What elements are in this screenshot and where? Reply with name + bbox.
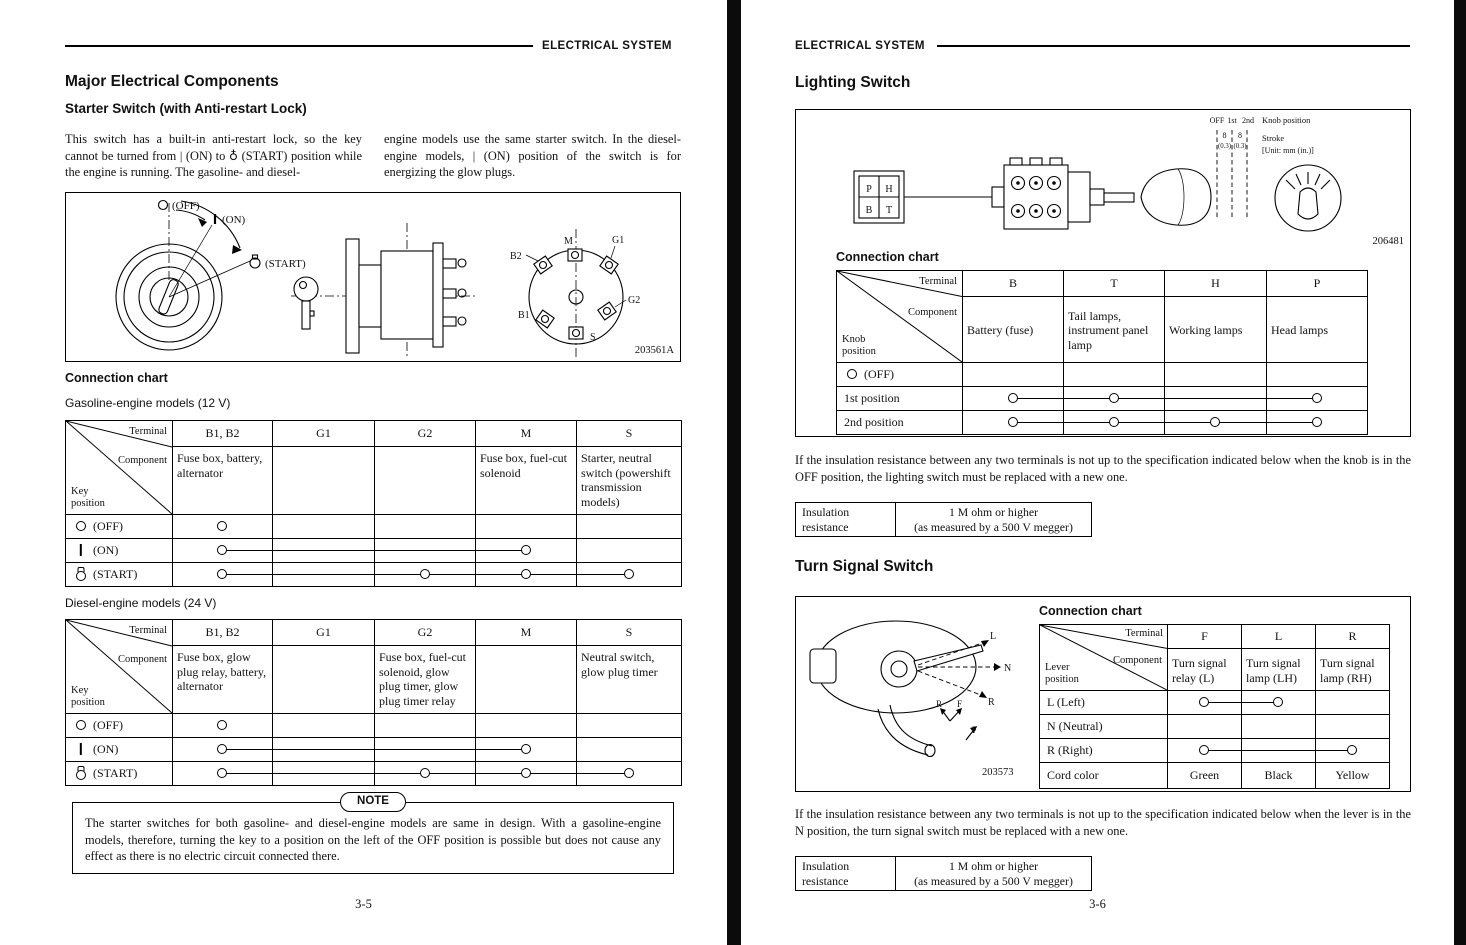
terminal-header: R — [1316, 625, 1390, 649]
insulation-value-line1: 1 M ohm or higher — [948, 859, 1039, 873]
connection-cell — [273, 738, 375, 762]
key-on-icon — [73, 742, 88, 755]
diagonal-header-cell — [837, 271, 963, 363]
connection-cell — [476, 563, 577, 587]
connection-cell — [375, 738, 476, 762]
connection-cell — [375, 762, 476, 786]
key-position-label: (OFF) — [93, 519, 124, 533]
page-number-right: 3-6 — [1089, 897, 1106, 911]
body-text — [65, 131, 681, 181]
connection-cell — [1168, 739, 1242, 763]
lever-label-n: N — [1004, 663, 1012, 674]
body-column-1: This switch has a built-in anti-restart lock, so the key cannot be turned from | (ON) to ♁ (START) position while the engine is running. The gasoline- and diesel- — [65, 132, 362, 179]
insulation-value — [896, 503, 1092, 537]
diag-label-terminal: Terminal — [1125, 628, 1163, 639]
lever-label-r: R — [988, 697, 995, 708]
component-cell: Fuse box, fuel-cut solenoid, glow plug timer, glow plug timer relay — [375, 646, 476, 714]
terminal-label-b1: B1 — [518, 310, 530, 321]
terminal-header: G2 — [375, 421, 476, 447]
insulation-value-line1: 1 M ohm or higher — [948, 505, 1039, 519]
connection-cell — [375, 539, 476, 563]
page-number-left: 3-5 — [355, 897, 372, 911]
cord-color-value: Yellow — [1316, 763, 1390, 789]
connection-chart-heading: Connection chart — [65, 371, 168, 385]
component-cell — [273, 646, 375, 714]
connection-cell — [1316, 691, 1390, 715]
diagonal-header-cell — [66, 421, 173, 515]
figure-label-on: (ON) — [222, 214, 246, 226]
dim-03-a: (0.3) — [1217, 143, 1232, 150]
connection-cell — [1168, 691, 1242, 715]
figure-number: 203561A — [634, 345, 674, 356]
connection-cell — [577, 762, 682, 786]
component-cell: Turn signal relay (L) — [1168, 649, 1242, 691]
connection-cell — [1316, 715, 1390, 739]
component-cell: Head lamps — [1267, 297, 1368, 363]
connection-cell — [173, 539, 273, 563]
diag-label-component: Component — [118, 654, 167, 665]
terminal-header: S — [577, 620, 682, 646]
connection-cell — [577, 563, 682, 587]
insulation-label: Insulation resistance — [796, 503, 896, 537]
plug-label-h: H — [885, 184, 893, 195]
key-position-label: (ON) — [93, 742, 119, 756]
lighting-connection-table — [836, 270, 1368, 435]
key-position-label: (START) — [93, 567, 138, 581]
connection-cell — [476, 515, 577, 539]
connection-cell — [173, 738, 273, 762]
header-rule-left — [65, 45, 533, 47]
figure-number: 206481 — [1372, 236, 1404, 247]
turn-signal-insulation-table — [795, 856, 1092, 891]
lever-position-label: N (Neutral) — [1047, 719, 1103, 733]
component-cell: Fuse box, glow plug relay, battery, alternator — [173, 646, 273, 714]
diag-label-terminal: Terminal — [129, 625, 167, 636]
figure-number: 203573 — [982, 767, 1014, 778]
connection-cell — [173, 714, 273, 738]
connection-cell — [375, 515, 476, 539]
insulation-value-line2: (as measured by a 500 V megger) — [914, 873, 1073, 888]
key-position-label: (START) — [93, 766, 138, 780]
figure-label-start: (START) — [265, 258, 306, 270]
connection-cell — [375, 714, 476, 738]
connection-cell — [1064, 387, 1165, 411]
connection-cell — [273, 539, 375, 563]
figure-label-off: (OFF) — [172, 200, 200, 212]
arrow-label-r: R — [936, 699, 943, 709]
header-rule-right — [937, 45, 1410, 47]
connection-cell — [173, 515, 273, 539]
connection-chart-heading: Connection chart — [836, 250, 939, 264]
lever-label-l: L — [990, 631, 997, 642]
terminal-header: M — [476, 421, 577, 447]
component-cell: Neutral switch, glow plug timer — [577, 646, 682, 714]
component-cell: Working lamps — [1165, 297, 1267, 363]
right-edge-bar — [1454, 0, 1466, 945]
connection-cell — [476, 714, 577, 738]
terminal-header: B1, B2 — [173, 421, 273, 447]
key-off-icon — [73, 718, 88, 731]
knob-position-label: 2nd position — [844, 415, 904, 429]
diag-label-position: Knob position — [842, 333, 876, 357]
cord-color-value: Green — [1168, 763, 1242, 789]
component-cell: Battery (fuse) — [963, 297, 1064, 363]
dim-03-b: (0.3) — [1233, 143, 1247, 150]
diag-label-position: Key position — [71, 485, 105, 509]
terminal-header: T — [1064, 271, 1165, 297]
diag-label-component: Component — [908, 307, 957, 318]
stroke-label-2nd: 2nd — [1242, 116, 1254, 125]
plug-label-t: T — [885, 205, 893, 216]
section-title: Starter Switch (with Anti-restart Lock) — [65, 101, 307, 116]
terminal-header: F — [1168, 625, 1242, 649]
connection-cell — [476, 738, 577, 762]
diagonal-header-cell — [1040, 625, 1168, 691]
key-on-icon — [73, 543, 88, 556]
note-text: The starter switches for both gasoline- and diesel-engine models are same in design. With a gasoline-engine models, therefore, turning the key to a position on the left of the OFF position is possible but does not cause any effect as there is no electric circuit connected there. — [85, 816, 661, 864]
diag-label-terminal: Terminal — [129, 426, 167, 437]
connection-cell — [1165, 411, 1267, 435]
connection-cell — [273, 714, 375, 738]
diesel-caption: Diesel-engine models (24 V) — [65, 596, 217, 610]
plug-label-p: P — [866, 184, 872, 195]
connection-cell — [1267, 411, 1368, 435]
knob-position-cell — [837, 411, 963, 435]
unit-label: [Unit: mm (in.)] — [1262, 146, 1314, 155]
terminal-header: L — [1242, 625, 1316, 649]
connection-cell — [1165, 363, 1267, 387]
knob-off-icon — [844, 367, 859, 380]
insulation-value — [896, 857, 1092, 891]
diag-label-position: Key position — [71, 684, 105, 708]
connection-cell — [173, 762, 273, 786]
gasoline-connection-table — [65, 420, 682, 587]
turn-signal-insulation-para: If the insulation resistance between any two terminals is not up to the specification indicated below when the lever is in the N position, the turn signal switch must be replaced with a new one. — [795, 807, 1411, 838]
lighting-insulation-para: If the insulation resistance between any two terminals is not up to the specification indicated below when the knob is in the OFF position, the lighting switch must be replaced with a new one. — [795, 453, 1411, 484]
component-cell: Fuse box, fuel-cut solenoid — [476, 447, 577, 515]
insulation-label: Insulation resistance — [796, 857, 896, 891]
key-start-icon — [73, 567, 88, 580]
terminal-header: M — [476, 620, 577, 646]
key-position-cell — [66, 563, 173, 587]
connection-cell — [963, 387, 1064, 411]
connection-cell — [1242, 739, 1316, 763]
turn-signal-figure — [795, 596, 1411, 792]
component-cell — [375, 447, 476, 515]
connection-cell — [1316, 739, 1390, 763]
dim-8-a: 8 — [1222, 131, 1227, 140]
connection-cell — [173, 563, 273, 587]
connection-cell — [1242, 691, 1316, 715]
terminal-header: B1, B2 — [173, 620, 273, 646]
lever-position-cell — [1040, 715, 1168, 739]
stroke-label-off: OFF — [1209, 116, 1225, 125]
page-left — [0, 0, 727, 945]
lever-position-cell — [1040, 739, 1168, 763]
connection-cell — [963, 411, 1064, 435]
lighting-switch-drawing — [796, 110, 1409, 250]
diagonal-header-cell — [66, 620, 173, 714]
turn-signal-title: Turn Signal Switch — [795, 558, 934, 575]
terminal-header: G1 — [273, 620, 375, 646]
connection-cell — [273, 762, 375, 786]
key-position-cell — [66, 515, 173, 539]
note-box — [72, 795, 674, 874]
page-right — [741, 0, 1454, 945]
page-title: Major Electrical Components — [65, 73, 279, 90]
terminal-label-g1: G1 — [612, 235, 625, 246]
page-header: ELECTRICAL SYSTEM — [795, 40, 925, 52]
lever-position-label: L (Left) — [1047, 695, 1085, 709]
connection-cell — [577, 515, 682, 539]
diag-label-terminal: Terminal — [919, 276, 957, 287]
diesel-connection-table — [65, 619, 682, 786]
stroke-label: Stroke — [1262, 133, 1285, 143]
lighting-title: Lighting Switch — [795, 74, 911, 91]
knob-position-cell — [837, 387, 963, 411]
connection-cell — [1064, 363, 1165, 387]
terminal-header: G1 — [273, 421, 375, 447]
knob-position-label: Knob position — [1262, 115, 1311, 125]
knob-position-label: 1st position — [844, 391, 900, 405]
turn-signal-drawing — [796, 597, 1046, 790]
connection-cell — [273, 515, 375, 539]
terminal-label-g2: G2 — [628, 295, 641, 306]
component-cell: Fuse box, battery, alternator — [173, 447, 273, 515]
connection-chart-heading: Connection chart — [1039, 604, 1142, 618]
plug-label-b: B — [865, 205, 873, 216]
diag-label-component: Component — [118, 455, 167, 466]
terminal-label-s: S — [590, 332, 596, 343]
starter-switch-drawing — [66, 193, 679, 360]
page-header: ELECTRICAL SYSTEM — [542, 40, 672, 52]
stroke-label-1st: 1st — [1227, 116, 1237, 125]
lever-position-label: R (Right) — [1047, 743, 1093, 757]
connection-cell — [1064, 411, 1165, 435]
key-position-cell — [66, 738, 173, 762]
connection-cell — [476, 762, 577, 786]
component-cell: Turn signal lamp (RH) — [1316, 649, 1390, 691]
connection-cell — [577, 738, 682, 762]
connection-cell — [375, 563, 476, 587]
connection-cell — [476, 539, 577, 563]
cord-color-label-cell: Cord color — [1040, 763, 1168, 789]
connection-cell — [577, 539, 682, 563]
connection-cell — [1242, 715, 1316, 739]
starter-switch-figure — [65, 192, 681, 362]
turn-signal-connection-table — [1039, 624, 1390, 789]
body-column-2: engine models use the same starter switch. In the diesel-engine models, | (ON) position of the switch is for energizing the glow plugs. — [384, 132, 681, 179]
lever-position-cell — [1040, 691, 1168, 715]
terminal-header: S — [577, 421, 682, 447]
diag-label-position: Lever position — [1045, 661, 1079, 685]
key-position-cell — [66, 539, 173, 563]
connection-cell — [1168, 715, 1242, 739]
terminal-header: G2 — [375, 620, 476, 646]
terminal-header: B — [963, 271, 1064, 297]
component-cell — [476, 646, 577, 714]
gasoline-caption: Gasoline-engine models (12 V) — [65, 396, 231, 410]
terminal-label-b2: B2 — [510, 251, 522, 262]
key-position-label: (ON) — [93, 543, 119, 557]
connection-cell — [1267, 363, 1368, 387]
component-cell: Turn signal lamp (LH) — [1242, 649, 1316, 691]
cord-color-value: Black — [1242, 763, 1316, 789]
page-divider — [727, 0, 741, 945]
component-cell: Tail lamps, instrument panel lamp — [1064, 297, 1165, 363]
component-cell — [273, 447, 375, 515]
key-position-cell — [66, 762, 173, 786]
terminal-header: P — [1267, 271, 1368, 297]
dim-8-b: 8 — [1238, 131, 1242, 140]
knob-position-label: (OFF) — [864, 367, 895, 381]
connection-cell — [577, 714, 682, 738]
connection-cell — [963, 363, 1064, 387]
key-start-icon — [73, 766, 88, 779]
arrow-label-f: F — [957, 699, 963, 709]
lighting-switch-figure — [795, 109, 1411, 437]
key-position-label: (OFF) — [93, 718, 124, 732]
lighting-insulation-table — [795, 502, 1092, 537]
connection-cell — [1267, 387, 1368, 411]
insulation-value-line2: (as measured by a 500 V megger) — [914, 519, 1073, 534]
arrow-label-f2: F — [972, 725, 978, 735]
connection-cell — [1165, 387, 1267, 411]
terminal-label-m: M — [564, 236, 573, 247]
note-label: NOTE — [340, 792, 406, 812]
knob-position-cell — [837, 363, 963, 387]
connection-cell — [273, 563, 375, 587]
key-position-cell — [66, 714, 173, 738]
terminal-header: H — [1165, 271, 1267, 297]
component-cell: Starter, neutral switch (powershift transmission models) — [577, 447, 682, 515]
key-off-icon — [73, 519, 88, 532]
diag-label-component: Component — [1113, 655, 1162, 666]
